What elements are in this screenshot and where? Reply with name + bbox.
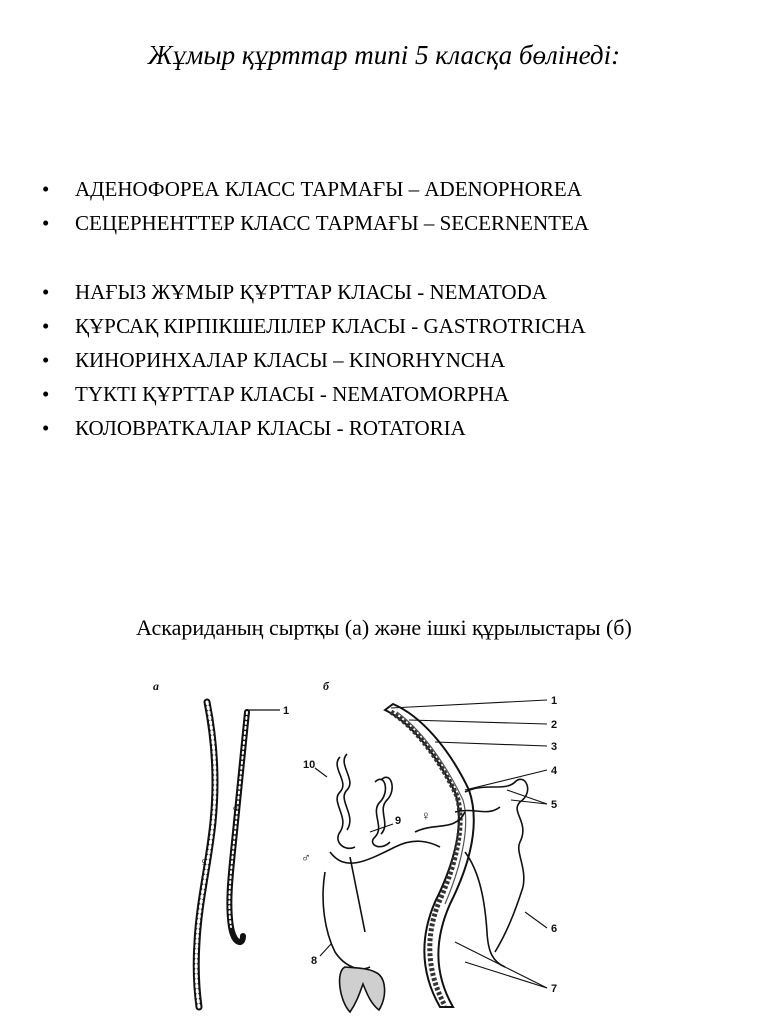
callout-label: 6 <box>551 923 558 935</box>
list-item <box>42 172 589 206</box>
male-symbol: ♂ <box>301 850 311 865</box>
callout-label: 8 <box>311 955 318 967</box>
bullet-icon: • <box>42 177 50 201</box>
bullet-icon: • <box>42 348 50 372</box>
list-item-text: КОЛОВРАТКАЛАР КЛАСЫ - ROTATORIA <box>75 416 466 440</box>
bullet-icon: • <box>42 280 50 304</box>
female-worm-external <box>196 702 215 1007</box>
panel-a-letter: а <box>153 679 159 693</box>
ascaris-drawing <box>135 672 585 1017</box>
list-item <box>42 411 586 445</box>
male-symbol: ♂ <box>231 801 242 816</box>
ascaris-illustration <box>135 672 585 1017</box>
list-item <box>42 377 586 411</box>
class-list <box>42 275 586 445</box>
reproductive-tubes <box>323 754 465 969</box>
list-item-text: СЕЦЕРНЕНТТЕР КЛАСС ТАРМАҒЫ – SECERNENTEA <box>75 211 589 235</box>
callout-label: 4 <box>551 765 558 777</box>
list-item <box>42 343 586 377</box>
figure-caption: Аскариданың сыртқы (а) және ішкі құрылыстары (б) <box>136 615 632 640</box>
female-symbol: ♀ <box>199 856 210 871</box>
list-item-text: ҚҰРСАҚ КІРПІКШЕЛІЛЕР КЛАСЫ - GASTROTRICHA <box>75 314 586 338</box>
callout-label: 10 <box>303 759 316 771</box>
callout-label: 1 <box>551 695 558 707</box>
bullet-icon: • <box>42 314 50 338</box>
list-item <box>42 309 586 343</box>
callout-label: 7 <box>551 983 558 995</box>
bullet-icon: • <box>42 416 50 440</box>
panel-b-letter: б <box>323 679 329 693</box>
bullet-icon: • <box>42 382 50 406</box>
list-item-text: КИНОРИНХАЛАР КЛАСЫ – KINORHYNCHA <box>75 348 506 372</box>
female-symbol: ♀ <box>421 808 431 823</box>
bullet-icon: • <box>42 211 50 235</box>
callout-label: 3 <box>551 741 558 753</box>
lobed-organ <box>340 967 385 1012</box>
list-item <box>42 206 589 240</box>
male-worm-external <box>229 712 247 942</box>
callout-label: 2 <box>551 719 558 731</box>
callout-label: 5 <box>551 799 558 811</box>
list-item <box>42 275 586 309</box>
dissected-worm-body <box>385 704 474 1007</box>
list-item-text: АДЕНОФОРЕА КЛАСС ТАРМАҒЫ – ADENOPHOREA <box>75 177 582 201</box>
list-item-text: НАҒЫЗ ЖҰМЫР ҚҰРТТАР КЛАСЫ - NEMATODA <box>75 280 547 304</box>
list-item-text: ТҮКТІ ҚҰРТТАР КЛАСЫ - NEMATOMORPHA <box>75 382 510 406</box>
class-subdivision-list <box>42 172 589 240</box>
callout-label: 9 <box>395 815 402 827</box>
callout-label: 1 <box>283 705 290 717</box>
slide-title: Жұмыр құрттар типі 5 класқа бөлінеді: <box>147 40 621 70</box>
